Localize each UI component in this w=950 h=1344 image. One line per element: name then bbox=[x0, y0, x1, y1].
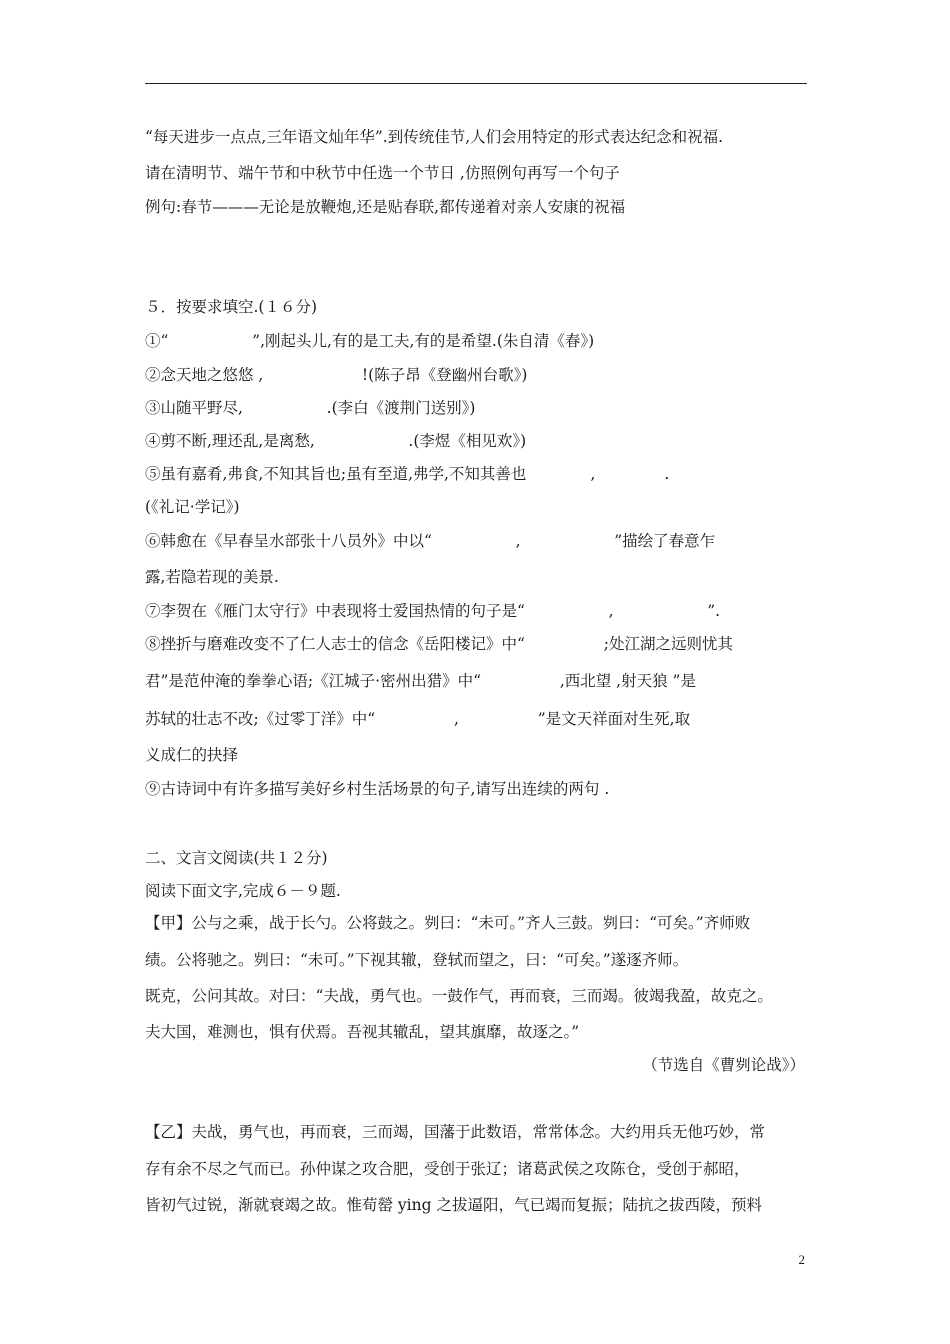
text-line: “每天进步一点点,三年语文灿年华”.到传统佳节,人们会用特定的形式表达纪念和祝福. bbox=[145, 128, 724, 146]
question-heading: ５．按要求填空.(１６分) bbox=[145, 298, 318, 316]
text-line: ⑦李贺在《雁门太守行》中表现将士爱国热情的句子是“ , ”. bbox=[145, 602, 721, 620]
text-line: 苏轼的壮志不改;《过零丁洋》中“ , ”是文天祥面对生死,取 bbox=[145, 710, 691, 728]
text-line: 夫大国，难测也，惧有伏焉。吾视其辙乱，望其旗靡，故逐之。” bbox=[145, 1023, 580, 1041]
text-line: ⑤虽有嘉肴,弗食,不知其旨也;虽有至道,弗学,不知其善也 , . bbox=[145, 465, 670, 483]
source-citation: （节选自《曹刿论战》） bbox=[642, 1056, 805, 1074]
text-line: ①“ ”,刚起头儿,有的是工夫,有的是希望.(朱自清《春》) bbox=[145, 332, 595, 350]
text-line: (《礼记·学记》) bbox=[145, 498, 240, 516]
text-line: 存有余不尽之气而已。孙仲谋之攻合肥，受创于张辽；诸葛武侯之攻陈仓，受创于郝昭， bbox=[145, 1160, 750, 1178]
text-line: 皆初气过锐，渐就衰竭之故。惟荀罃 ying 之拔逼阳，气已竭而复振；陆抗之拔西陵，预料 bbox=[145, 1196, 762, 1214]
text-line: 【乙】夫战，勇气也，再而衰，三而竭，国藩于此数语，常常体念。大约用兵无他巧妙，常 bbox=[145, 1123, 766, 1141]
text-line: 请在清明节、端午节和中秋节中任选一个节日 ,仿照例句再写一个句子 bbox=[145, 164, 620, 182]
page-number: 2 bbox=[798, 1252, 805, 1267]
text-line: 露,若隐若现的美景. bbox=[145, 568, 279, 586]
text-line: 君”是范仲淹的拳拳心语;《江城子·密州出猎》中“ ,西北望 ,射天狼 ”是 bbox=[145, 672, 696, 690]
text-line: 既克，公问其故。对曰：“夫战，勇气也。一鼓作气，再而衰，三而竭。彼竭我盈，故克之。 bbox=[145, 987, 773, 1005]
header-rule bbox=[145, 83, 807, 84]
text-line: ⑥韩愈在《早春呈水部张十八员外》中以“ , ”描绘了春意乍 bbox=[145, 532, 716, 550]
text-line: 【甲】公与之乘，战于长勺。公将鼓之。刿曰：“未可。”齐人三鼓。刿曰：“可矣。”齐师败 bbox=[145, 914, 751, 932]
text-line: ④剪不断,理还乱,是离愁, .(李煜《相见欢》) bbox=[145, 432, 527, 450]
text-line: 义成仁的抉择 bbox=[145, 746, 239, 764]
section-heading: 二、文言文阅读(共１２分) bbox=[145, 849, 328, 867]
text-line: 绩。公将驰之。刿曰：“未可。”下视其辙，登轼而望之，曰：“可矣。”遂逐齐师。 bbox=[145, 951, 689, 969]
text-line: 阅读下面文字,完成６－９题. bbox=[145, 882, 341, 900]
text-line: ③山随平野尽, .(李白《渡荆门送别》) bbox=[145, 399, 476, 417]
text-line: ⑨古诗词中有许多描写美好乡村生活场景的句子,请写出连续的两句 . bbox=[145, 780, 610, 798]
text-line: 例句:春节———无论是放鞭炮,还是贴春联,都传递着对亲人安康的祝福 bbox=[145, 198, 626, 216]
text-line: ②念天地之悠悠 , !(陈子昂《登幽州台歌》) bbox=[145, 366, 528, 384]
text-line: ⑧挫折与磨难改变不了仁人志士的信念《岳阳楼记》中“ ;处江湖之远则忧其 bbox=[145, 635, 733, 653]
